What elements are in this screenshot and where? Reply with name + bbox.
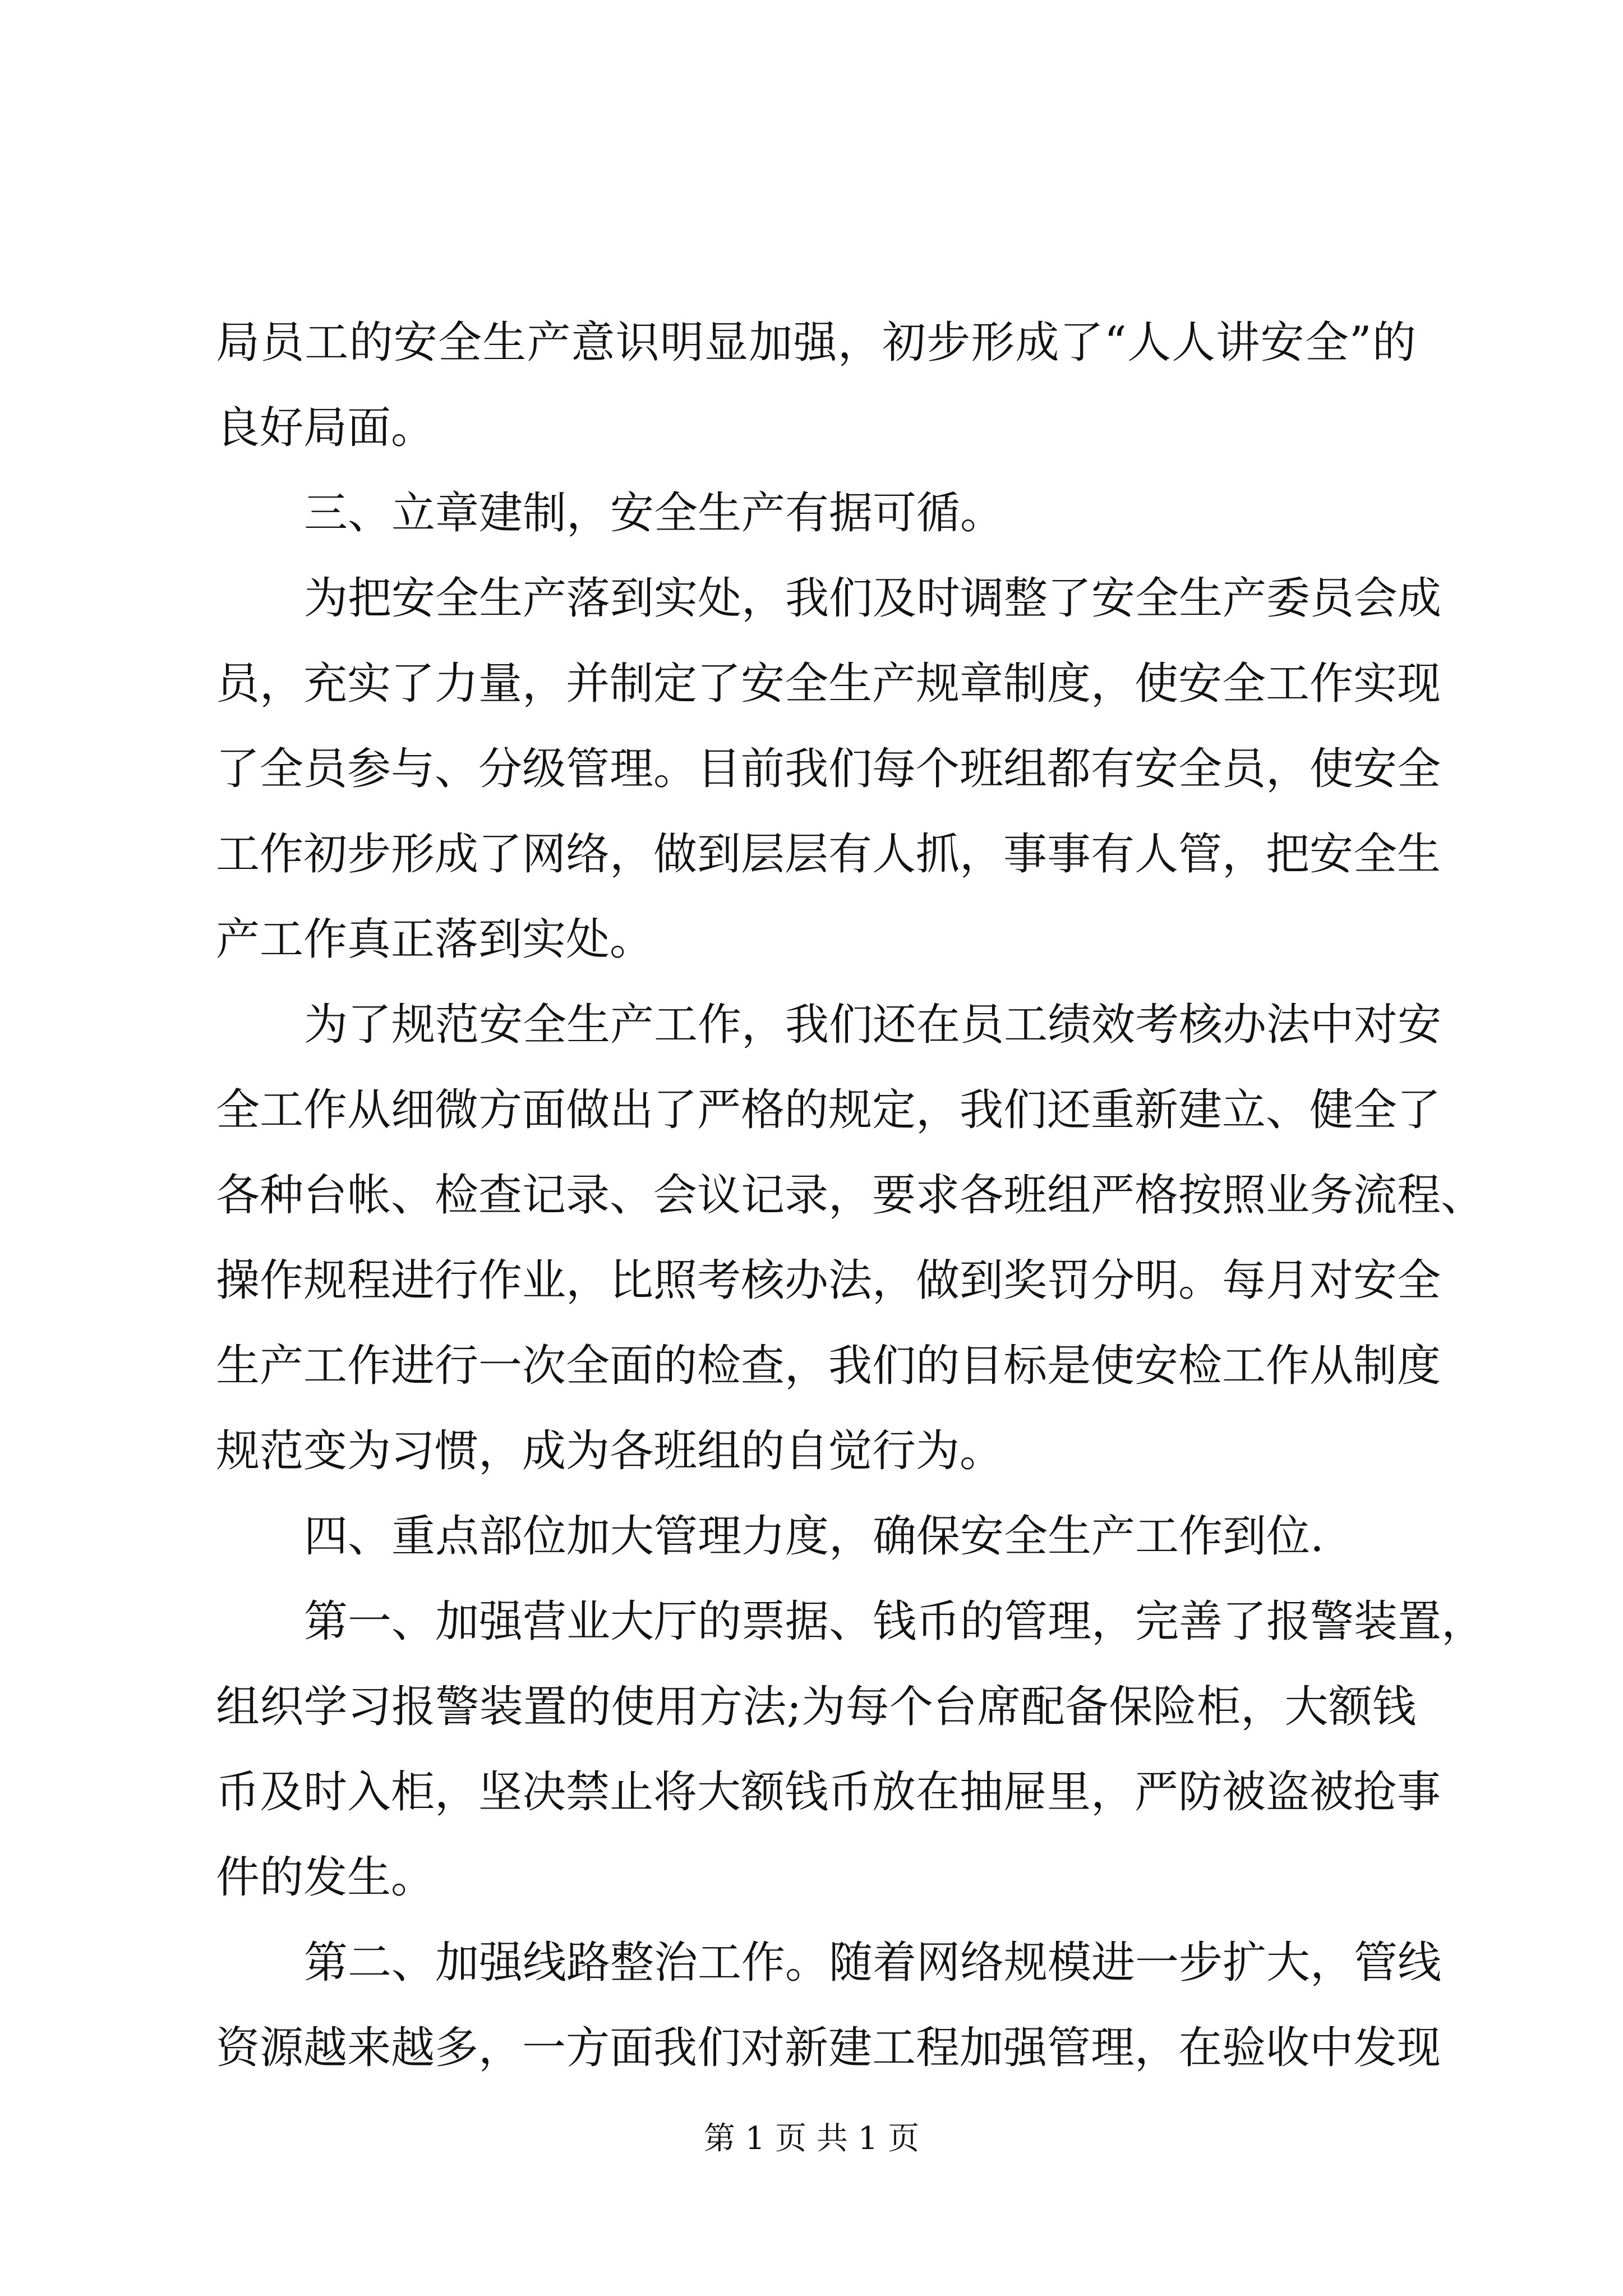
text-line: 了全员参与、分级管理。目前我们每个班组都有安全员，使安全 <box>216 744 1441 794</box>
document-body <box>216 300 1486 2091</box>
text-line: 币及时入柜，坚决禁止将大额钱币放在抽屉里，严防被盗被抢事 <box>216 1767 1441 1818</box>
text-line: 规范变为习惯，成为各班组的自觉行为。 <box>216 1426 1004 1476</box>
section-heading: 四、重点部位加大管理力度，确保安全生产工作到位. <box>304 1511 1324 1562</box>
text-line: 第二、加强线路整治工作。随着网络规模进一步扩大，管线 <box>304 1938 1442 1988</box>
text-line: 产工作真正落到实处。 <box>216 914 654 965</box>
text-line: 全工作从细微方面做出了严格的规定，我们还重新建立、健全了 <box>216 1085 1441 1135</box>
text-line: 操作规程进行作业，比照考核办法，做到奖罚分明。每月对安全 <box>216 1255 1441 1306</box>
text-line: 为把安全生产落到实处，我们及时调整了安全生产委员会成 <box>304 573 1442 624</box>
text-line: 工作初步形成了网络，做到层层有人抓，事事有人管，把安全生 <box>216 829 1441 880</box>
text-line: 组织学习报警装置的使用方法;为每个台席配备保险柜，大额钱 <box>216 1682 1416 1732</box>
text-line: 各种台帐、检查记录、会议记录，要求各班组严格按照业务流程、 <box>216 1170 1485 1221</box>
text-line: 生产工作进行一次全面的检查，我们的目标是使安检工作从制度 <box>216 1341 1441 1391</box>
text-line: 员，充实了力量，并制定了安全生产规章制度，使安全工作实现 <box>216 659 1441 709</box>
text-line: 资源越来越多，一方面我们对新建工程加强管理，在验收中发现 <box>216 2023 1441 2073</box>
text-line: 为了规范安全生产工作，我们还在员工绩效考核办法中对安 <box>304 1000 1442 1050</box>
text-line: 第一、加强营业大厅的票据、钱币的管理，完善了报警装置， <box>304 1596 1486 1647</box>
page-footer: 第 1 页 共 1 页 <box>703 2120 920 2157</box>
section-heading: 三、立章建制，安全生产有据可循。 <box>304 488 1004 539</box>
text-line: 件的发生。 <box>216 1852 435 1903</box>
text-line: 局员工的安全生产意识明显加强，初步形成了“人人讲安全”的 <box>216 318 1416 368</box>
text-line: 良好局面。 <box>216 403 435 453</box>
